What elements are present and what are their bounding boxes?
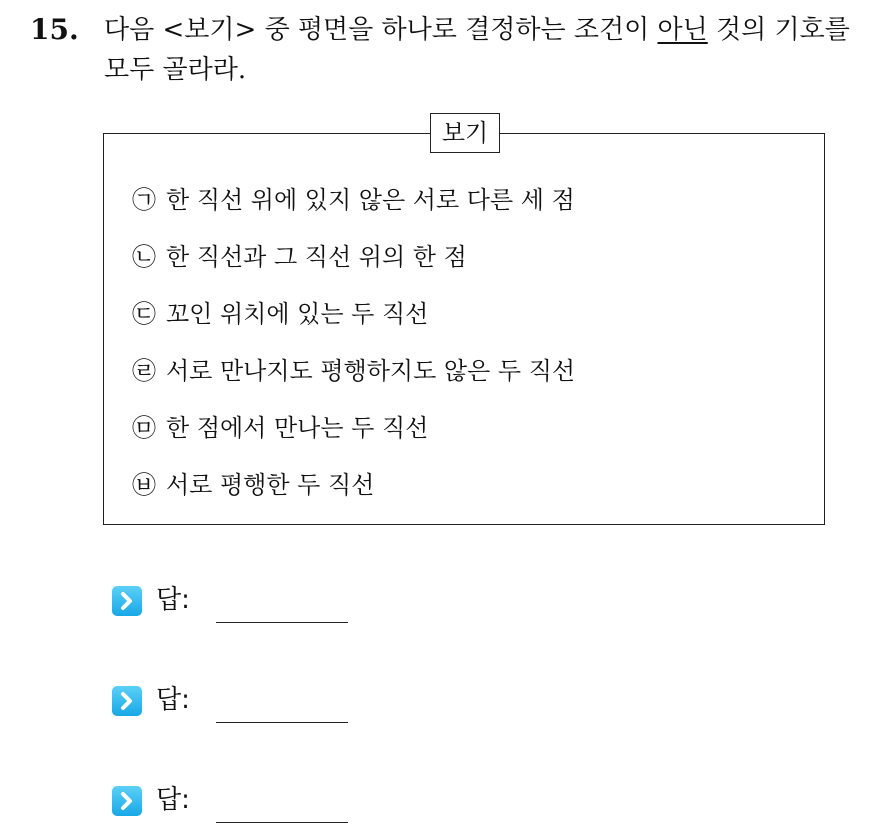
choice-mark: ㉣ <box>132 357 156 385</box>
answer-blank[interactable] <box>216 622 348 623</box>
choice-text: 서로 만나지도 평행하지도 않은 두 직선 <box>166 357 576 385</box>
answer-label: 답: <box>156 785 190 815</box>
choice-item <box>132 240 467 274</box>
choice-text: 한 직선과 그 직선 위의 한 점 <box>166 243 467 271</box>
choice-mark: ㉠ <box>132 186 156 214</box>
choice-mark: ㉤ <box>132 414 156 442</box>
choices-box <box>103 119 825 525</box>
choice-item <box>132 354 575 388</box>
choice-mark: ㉡ <box>132 243 156 271</box>
question-text <box>104 10 870 90</box>
answer-blank[interactable] <box>216 822 348 823</box>
question-text-part2: 것의 기호를 모두 골라라. <box>104 15 850 85</box>
chevron-right-icon <box>112 786 142 816</box>
question-text-part1: 다음 <보기> 중 평면을 하나로 결정하는 조건이 <box>104 15 658 45</box>
answer-label: 답: <box>156 685 190 715</box>
choice-item <box>132 468 374 502</box>
question-number: 15. <box>30 13 79 46</box>
choice-mark: ㉢ <box>132 300 156 328</box>
chevron-right-icon <box>112 686 142 716</box>
choice-item <box>132 411 428 445</box>
answer-label: 답: <box>156 585 190 615</box>
chevron-right-icon <box>112 586 142 616</box>
box-title: 보기 <box>430 113 500 153</box>
choice-text: 서로 평행한 두 직선 <box>166 471 375 499</box>
choice-text: 한 직선 위에 있지 않은 서로 다른 세 점 <box>166 186 575 214</box>
question <box>30 10 870 90</box>
choice-text: 꼬인 위치에 있는 두 직선 <box>166 300 429 328</box>
answer-blank[interactable] <box>216 722 348 723</box>
choice-mark: ㉥ <box>132 471 156 499</box>
choice-item <box>132 183 575 217</box>
choice-item <box>132 297 428 331</box>
choice-text: 한 점에서 만나는 두 직선 <box>166 414 429 442</box>
question-text-underlined: 아닌 <box>657 15 708 45</box>
